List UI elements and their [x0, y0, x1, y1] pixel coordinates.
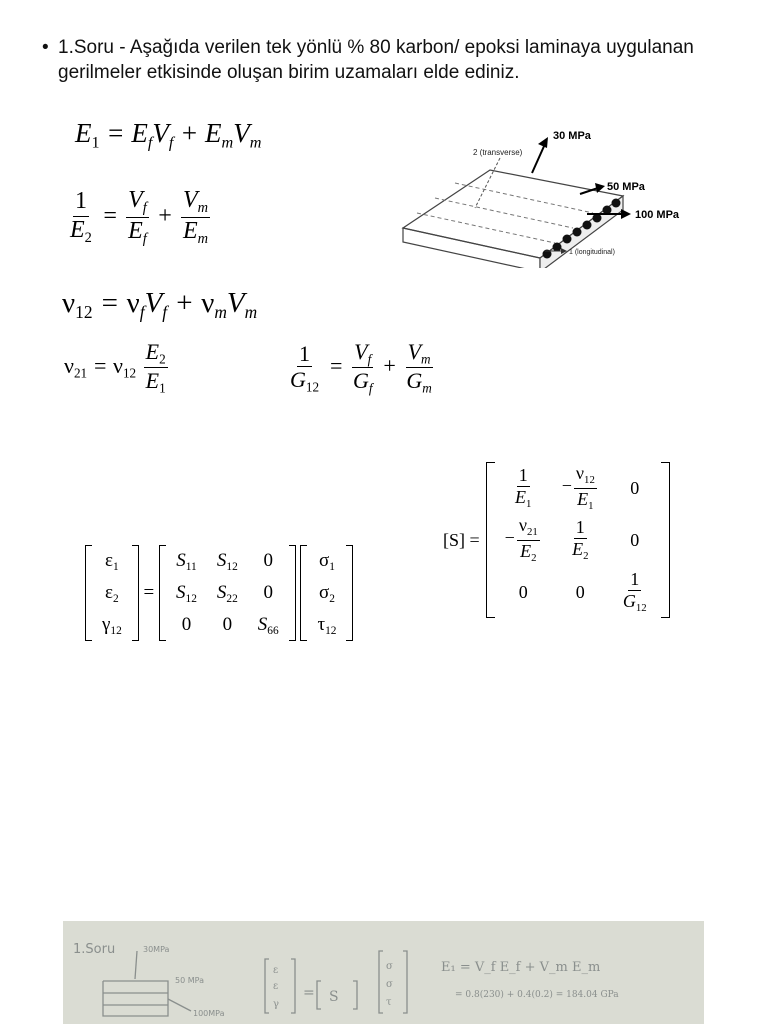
- svg-text:S: S: [329, 989, 339, 1005]
- lamina-drawing: [395, 108, 695, 268]
- equation-e2: $\frac{1}{E_2}$ = $\frac{V_f}{E_f}$ + $\frac{V_m}{E_m}$: [70, 187, 209, 248]
- photo-calc-line: = 0.8(230) + 0.4(0.2) = 184.04 GPa: [455, 990, 619, 1000]
- longitudinal-label: 1 (longitudinal): [569, 249, 615, 256]
- lamina-diagram: [395, 108, 695, 268]
- svg-text:ε: ε: [273, 981, 279, 992]
- transverse-label: 2 (transverse): [473, 148, 523, 157]
- svg-text:γ: γ: [273, 999, 279, 1010]
- photo-note-30: 30MPa: [143, 945, 170, 954]
- whiteboard-photo: [63, 921, 704, 1024]
- photo-e1-line: E₁ = V_f E_f + V_m E_m: [441, 960, 601, 975]
- stress-vector: $\sigma_1$ $\sigma_2$ $\tau_{12}$: [300, 545, 353, 641]
- photo-note-50: 50 MPa: [175, 976, 204, 985]
- s-matrix: $\frac{1}{E_1}$ − $\frac{\nu_{12}}{E_1}$ 0 − $\frac{\nu_{21}}{E_2}$ $\frac{1}{E_2}$ 0 0 0 $\frac{1}{G_{12}}$: [486, 462, 670, 618]
- compliance-matrix: $S_{11}$ $S_{12}$ 0 $S_{12}$ $S_{22}$ 0 0 0 $S_{66}$: [159, 545, 296, 641]
- svg-text:ε: ε: [273, 965, 279, 976]
- equation-nu12: $\nu_{12} = \nu_fV_f + \nu_mV_m$: [62, 287, 258, 323]
- equation-nu21: $\nu_{21} = \nu_{12}$ $\frac{E_2}{E_1}$: [64, 339, 166, 397]
- svg-text:=: =: [303, 985, 315, 1001]
- svg-text:τ: τ: [386, 997, 392, 1008]
- strain-vector: $\varepsilon_1$ $\varepsilon_2$ $\gamma_{12}$: [85, 545, 139, 641]
- stress-30-label: 30 MPa: [553, 130, 591, 142]
- equation-e1: $E_1 = E_fV_f + E_mV_m$: [75, 118, 262, 152]
- svg-text:σ: σ: [386, 961, 393, 972]
- stress-100-label: 100 MPa: [635, 209, 680, 221]
- svg-text:σ: σ: [386, 979, 393, 990]
- question-body: 1.Soru - Aşağıda verilen tek yönlü % 80 karbon/ epoksi laminaya uygulanan gerilmeler etkisinde oluşan birim uzamaları elde ediniz.: [58, 37, 694, 83]
- question-text: [42, 35, 722, 85]
- bullet: •: [42, 37, 49, 58]
- strain-stress-equation: $\varepsilon_1$ $\varepsilon_2$ $\gamma_{12}$ = $S_{11}$ $S_{12}$ 0 $S_{12}$ $S_{22}$ 0 0 0 $S_{66}$ $\sigma_1$ $\sigma_2$ $\tau_{12}$: [85, 545, 353, 641]
- equation-g12: $\frac{1}{G_{12}}$ = $\frac{V_f}{G_f}$ + $\frac{V_m}{G_m}$: [290, 339, 432, 397]
- whiteboard-drawing: [63, 921, 704, 1024]
- photo-note-100: 100MPa: [193, 1009, 225, 1018]
- stress-50-label: 50 MPa: [607, 181, 645, 193]
- photo-soru: 1.Soru: [73, 942, 116, 957]
- s-matrix-definition: [S] = $\frac{1}{E_1}$ − $\frac{\nu_{12}}{E_1}$ 0 − $\frac{\nu_{21}}{E_2}$ $\frac{1}{E_2}$ 0 0 0 $\frac{1}{G_{12}}$: [443, 462, 670, 618]
